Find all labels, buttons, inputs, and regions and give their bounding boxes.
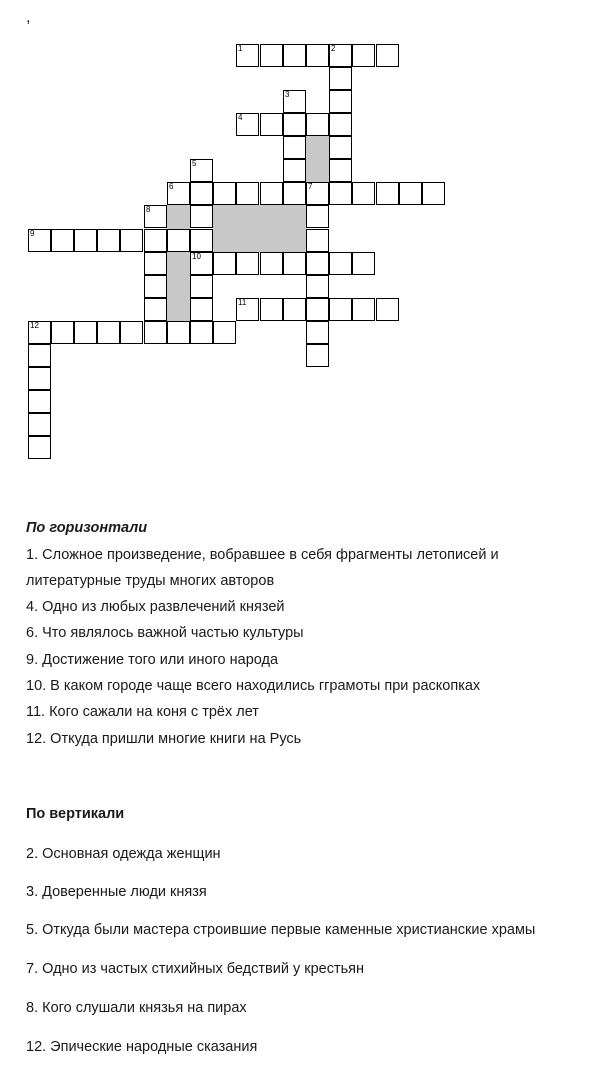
across-clue-4: 4. Одно из любых развлечений князей xyxy=(26,599,285,615)
across-clue-1: 1. Сложное произведение, вобравшее в себя фрагменты летописей и xyxy=(26,547,499,563)
crossword-cell xyxy=(329,298,352,321)
across-heading: По горизонтали xyxy=(26,520,148,536)
crossword-cell xyxy=(144,298,167,321)
across-clue-1-continued: литературные труды многих авторов xyxy=(26,573,275,589)
crossword-cell xyxy=(144,321,167,344)
crossword-cell xyxy=(167,321,190,344)
crossword-cell xyxy=(329,136,352,159)
crossword-cell xyxy=(306,205,329,228)
crossword-cell xyxy=(167,229,190,252)
crossword-cell xyxy=(352,298,375,321)
down-clue-7: 7. Одно из частых стихийных бедствий у крестьян xyxy=(26,961,365,977)
grey-filler-block xyxy=(306,136,329,182)
crossword-cell xyxy=(190,182,213,205)
crossword-cell xyxy=(306,229,329,252)
crossword-cell xyxy=(190,229,213,252)
crossword-cell xyxy=(329,90,352,113)
down-clue-12: 12. Эпические народные сказания xyxy=(26,1039,258,1055)
crossword-cell xyxy=(376,44,399,67)
crossword-cell xyxy=(352,44,375,67)
crossword-cell xyxy=(352,182,375,205)
crossword-cell xyxy=(28,344,51,367)
crossword-cell xyxy=(28,367,51,390)
clue-number-10: 10 xyxy=(192,252,201,261)
across-clue-12: 12. Откуда пришли многие книги на Русь xyxy=(26,731,302,747)
crossword-cell xyxy=(97,229,120,252)
crossword-cell xyxy=(283,298,306,321)
crossword-cell xyxy=(329,252,352,275)
clue-number-3: 3 xyxy=(285,90,290,99)
clue-number-6: 6 xyxy=(169,182,174,191)
clue-number-7: 7 xyxy=(308,182,313,191)
crossword-cell xyxy=(260,113,283,136)
down-clue-5: 5. Откуда были мастера строившие первые каменные христианские храмы xyxy=(26,922,536,938)
clue-number-4: 4 xyxy=(238,113,243,122)
crossword-cell xyxy=(306,321,329,344)
grey-filler-block xyxy=(167,205,190,229)
crossword-cell xyxy=(422,182,445,205)
crossword-cell xyxy=(51,229,74,252)
clue-number-2: 2 xyxy=(331,44,336,53)
across-clue-11: 11. Кого сажали на коня с трёх лет xyxy=(26,704,259,720)
crossword-cell xyxy=(213,321,236,344)
down-clue-8: 8. Кого слушали князья на пирах xyxy=(26,1000,247,1016)
across-clue-6: 6. Что являлось важной частью культуры xyxy=(26,625,304,641)
crossword-cell xyxy=(213,252,236,275)
crossword-cell xyxy=(329,113,352,136)
crossword-cell xyxy=(144,252,167,275)
crossword-cell xyxy=(190,298,213,321)
crossword-cell xyxy=(306,44,329,67)
clue-number-5: 5 xyxy=(192,159,197,168)
crossword-cell xyxy=(236,182,259,205)
crossword-cell xyxy=(213,182,236,205)
crossword-cell xyxy=(74,229,97,252)
crossword-cell xyxy=(120,321,143,344)
across-clue-10: 10. В каком городе чаще всего находились ггрaмоты при раскопках xyxy=(26,678,481,694)
clue-number-12: 12 xyxy=(30,321,39,330)
crossword-cell xyxy=(329,159,352,182)
down-clue-2: 2. Основная одежда женщин xyxy=(26,846,221,862)
crossword-cell xyxy=(144,229,167,252)
crossword-cell xyxy=(306,275,329,298)
crossword-cell xyxy=(283,182,306,205)
crossword-cell xyxy=(260,182,283,205)
crossword-grid xyxy=(0,0,611,480)
crossword-cell xyxy=(306,113,329,136)
crossword-cell xyxy=(283,252,306,275)
crossword-cell xyxy=(260,298,283,321)
clue-number-1: 1 xyxy=(238,44,243,53)
grey-filler-block xyxy=(213,205,306,252)
crossword-cell xyxy=(376,298,399,321)
crossword-cell xyxy=(376,182,399,205)
crossword-cell xyxy=(28,390,51,413)
clue-number-9: 9 xyxy=(30,229,35,238)
crossword-cell xyxy=(352,252,375,275)
crossword-cell xyxy=(120,229,143,252)
crossword-cell xyxy=(190,275,213,298)
crossword-cell xyxy=(260,44,283,67)
crossword-cell xyxy=(399,182,422,205)
down-clue-3: 3. Доверенные люди князя xyxy=(26,884,207,900)
crossword-cell xyxy=(306,344,329,367)
crossword-cell xyxy=(283,159,306,182)
crossword-cell xyxy=(190,205,213,228)
clue-number-11: 11 xyxy=(238,298,247,307)
crossword-cell xyxy=(51,321,74,344)
clue-number-8: 8 xyxy=(146,205,151,214)
across-clue-9: 9. Достижение того или иного народа xyxy=(26,652,279,668)
crossword-cell xyxy=(283,136,306,159)
crossword-cell xyxy=(97,321,120,344)
stray-comma-mark: , xyxy=(26,9,31,26)
crossword-cell xyxy=(190,321,213,344)
crossword-cell xyxy=(144,275,167,298)
crossword-cell xyxy=(283,113,306,136)
crossword-cell xyxy=(260,252,283,275)
grey-filler-block xyxy=(167,252,190,321)
down-heading: По вертикали xyxy=(26,806,125,822)
crossword-cell xyxy=(306,298,329,321)
crossword-cell xyxy=(28,436,51,459)
crossword-cell xyxy=(283,44,306,67)
crossword-cell xyxy=(306,252,329,275)
crossword-cell xyxy=(329,182,352,205)
crossword-cell xyxy=(74,321,97,344)
crossword-cell xyxy=(329,67,352,90)
crossword-cell xyxy=(236,252,259,275)
crossword-cell xyxy=(28,413,51,436)
